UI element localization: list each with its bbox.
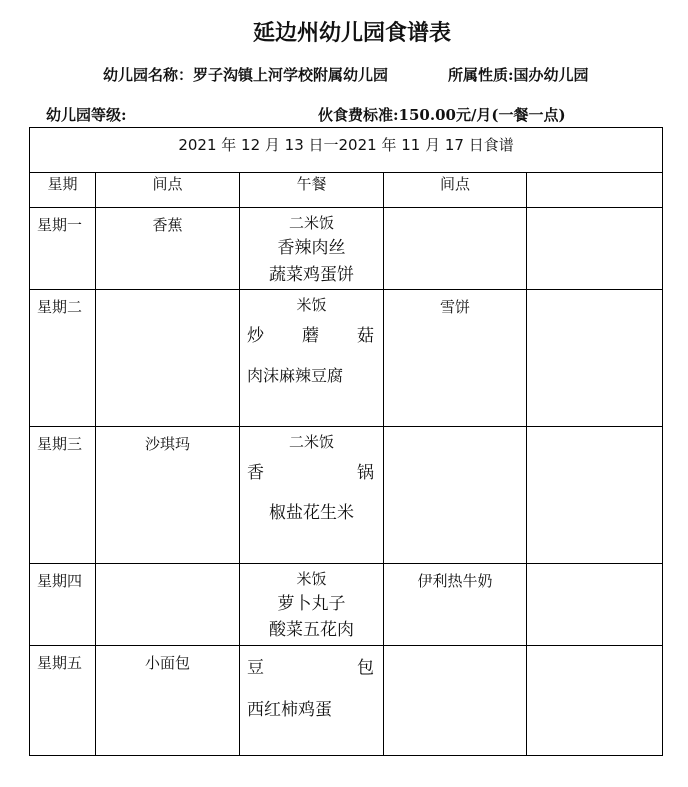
extra-cell (527, 208, 663, 290)
lunch-staple: 二米饭 (288, 433, 334, 451)
snack-cell (384, 208, 527, 290)
lunch-dish (240, 654, 383, 682)
lunch-dish: 椒盐花生米 (269, 503, 354, 523)
page-title: 延边州幼儿园食谱表 (252, 20, 451, 46)
day-cell: 星期二 (30, 290, 96, 427)
table-row (30, 564, 663, 646)
lunch-cell (240, 290, 384, 427)
lunch-dish: 西红柿鸡蛋 (247, 700, 332, 720)
lunch-dish-char: 香 (247, 463, 264, 483)
table-header-row (30, 173, 663, 208)
lunch-dish: 萝卜丸子 (277, 594, 346, 614)
lunch-dish: 蔬菜鸡蛋饼 (269, 265, 354, 285)
kindergarten-type: 所属性质:国办幼儿园 (448, 66, 589, 84)
lunch-dish-char: 蘑 (302, 326, 319, 346)
lunch-staple: 米饭 (296, 570, 327, 588)
header-extra (527, 173, 663, 208)
lunch-cell (240, 646, 384, 756)
lunch-dish-char: 炒 (247, 326, 264, 346)
day-cell: 星期四 (30, 564, 96, 646)
lunch-dish: 肉沫麻辣豆腐 (247, 366, 344, 385)
table-row (30, 427, 663, 564)
table-caption-row (30, 128, 663, 173)
lunch-cell (240, 208, 384, 290)
lunch-dish-char: 包 (357, 658, 374, 678)
extra-cell (527, 427, 663, 564)
header-day: 星期 (30, 173, 96, 208)
lunch-dish: 香辣肉丝 (277, 238, 346, 258)
extra-cell (527, 290, 663, 427)
header-lunch: 午餐 (240, 173, 384, 208)
snack-cell: 雪饼 (384, 290, 527, 427)
extra-cell (527, 646, 663, 756)
lunch-dish (240, 459, 383, 487)
snack-cell: 香蕉 (96, 208, 240, 290)
table-row (30, 646, 663, 756)
table-row (30, 290, 663, 427)
table-caption: 2021 年 12 月 13 日一2021 年 11 月 17 日食谱 (178, 136, 514, 154)
header-snack-1: 间点 (96, 173, 240, 208)
table-caption-cell (30, 128, 663, 173)
lunch-dish-char: 豆 (247, 658, 264, 678)
lunch-cell (240, 564, 384, 646)
table-row (30, 208, 663, 290)
kindergarten-name: 幼儿园名称：罗子沟镇上河学校附属幼儿园 (103, 66, 389, 84)
snack-cell: 沙琪玛 (96, 427, 240, 564)
meal-fee-standard: 伙食费标准:150.00元/月(一餐一点) (318, 106, 566, 124)
snack-cell (384, 427, 527, 564)
snack-cell (96, 290, 240, 427)
snack-cell (384, 646, 527, 756)
lunch-cell (240, 427, 384, 564)
lunch-staple: 米饭 (296, 296, 327, 314)
snack-cell (96, 564, 240, 646)
extra-cell (527, 564, 663, 646)
lunch-dish-char: 锅 (357, 463, 374, 483)
lunch-dish (240, 322, 383, 350)
header-snack-2: 间点 (384, 173, 527, 208)
day-cell: 星期一 (30, 208, 96, 290)
snack-cell: 小面包 (96, 646, 240, 756)
day-cell: 星期五 (30, 646, 96, 756)
day-cell: 星期三 (30, 427, 96, 564)
lunch-staple: 二米饭 (288, 214, 334, 232)
kindergarten-grade: 幼儿园等级: (46, 106, 127, 124)
lunch-dish-char: 菇 (357, 326, 374, 346)
snack-cell: 伊利热牛奶 (384, 564, 527, 646)
menu-table (29, 127, 663, 756)
lunch-dish: 酸菜五花肉 (269, 620, 354, 640)
